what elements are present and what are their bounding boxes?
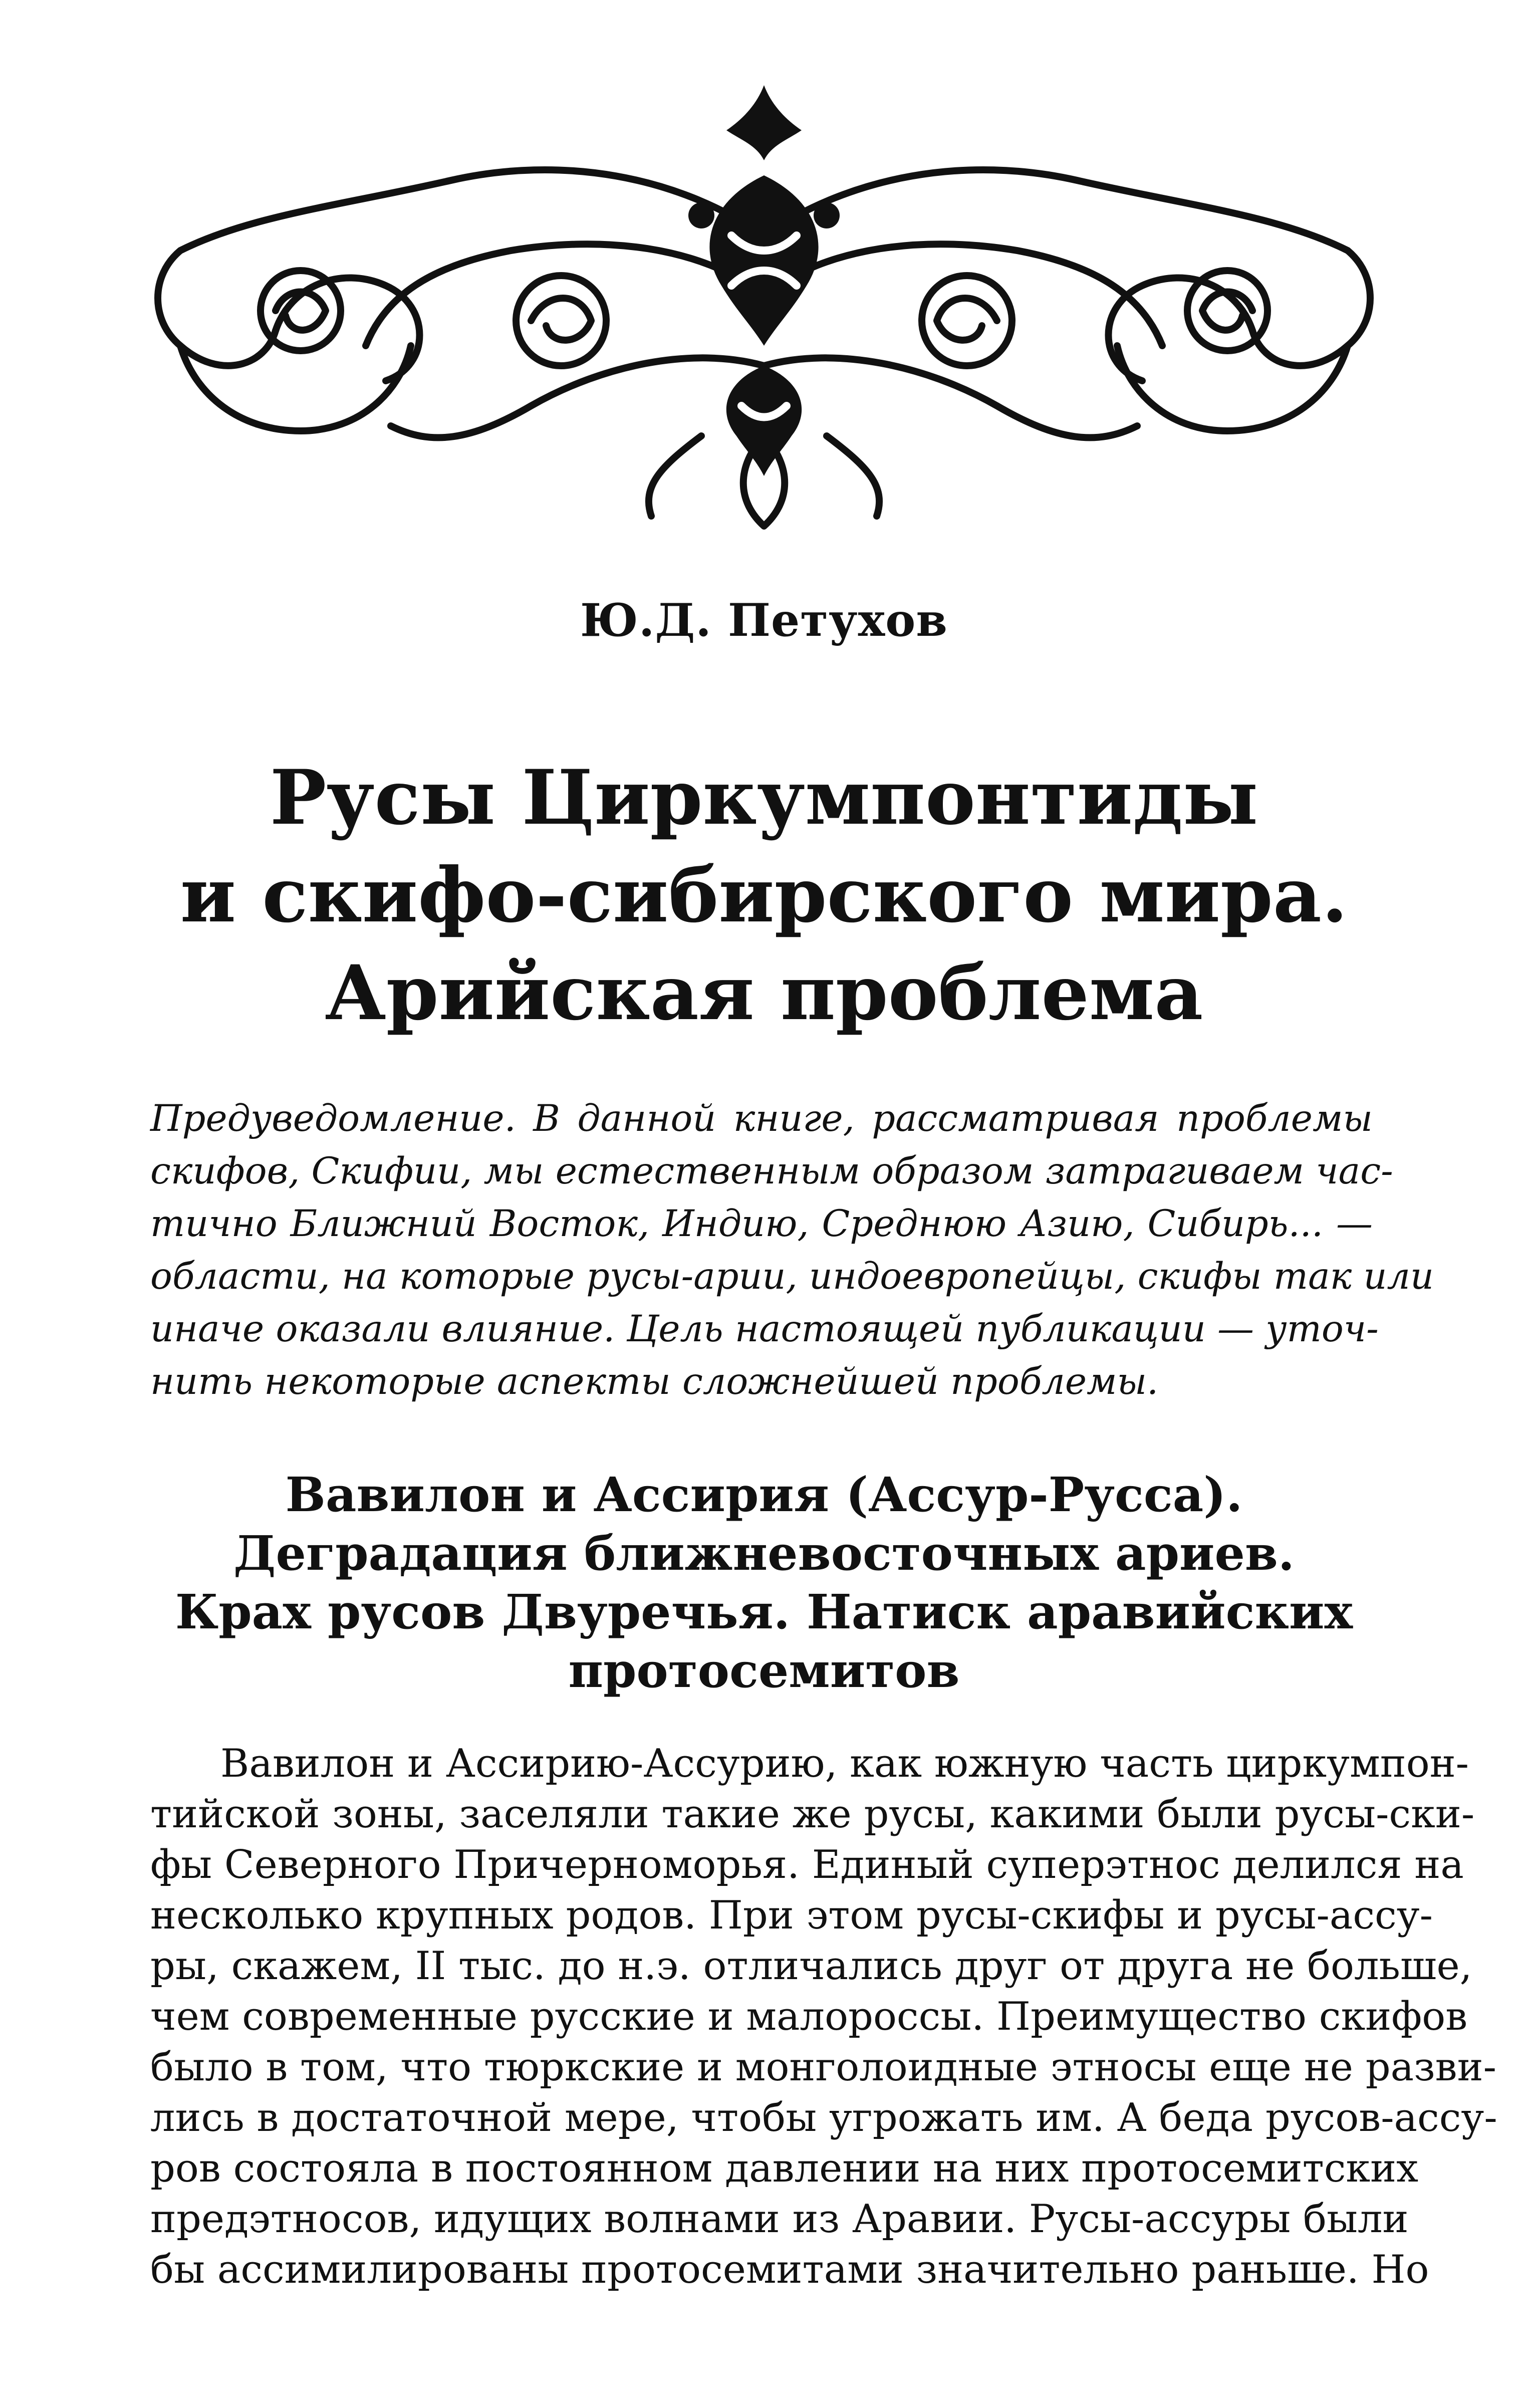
body-line: было в том, что тюркские и монголоидные этносы еще не разви-	[150, 2045, 1496, 2090]
body-paragraph	[150, 1739, 1497, 2295]
preface-line: скифов, Скифии, мы естественным образом затрагиваем час-	[150, 1150, 1393, 1192]
chapter-title-line: Арийская проблема	[325, 949, 1203, 1037]
body-line: фы Северного Причерноморья. Единый суперэтнос делился на	[150, 1842, 1464, 1887]
body-line: Вавилон и Ассирию-Ассурию, как южную часть циркумпон-	[220, 1741, 1469, 1786]
body-line: предэтносов, идущих волнами из Аравии. Русы-ассуры были	[150, 2197, 1409, 2242]
preface-line: Предуведомление. В данной книге, рассматривая проблемы	[150, 1097, 1373, 1140]
chapter-title-line: Русы Циркумпонтиды	[270, 754, 1258, 842]
decorative-headpiece-ornament	[150, 85, 1378, 536]
body-line: ры, скажем, II тыс. до н.э. отличались друг от друга не больше,	[150, 1944, 1472, 1989]
section-heading-line: Вавилон и Ассирия (Ассур-Русса).	[285, 1467, 1243, 1523]
section-heading	[150, 1466, 1378, 1700]
preface-line: иначе оказали влияние. Цель настоящей публикации — уточ-	[150, 1308, 1379, 1350]
body-line: тийской зоны, заселяли такие же русы, какими были русы-ски-	[150, 1792, 1475, 1837]
section-heading-line: Деградация ближневосточных ариев.	[233, 1526, 1295, 1581]
author-name: Ю.Д. Петухов	[580, 594, 948, 647]
preface-line: тично Ближний Восток, Индию, Среднюю Азию, Сибирь... —	[150, 1202, 1373, 1245]
body-line: бы ассимилированы протосемитами значительно раньше. Но	[150, 2247, 1429, 2292]
preface-paragraph	[150, 1092, 1434, 1408]
body-line: лись в достаточной мере, чтобы угрожать им. А беда русов-ассу-	[150, 2095, 1497, 2140]
section-heading-line: протосемитов	[568, 1643, 960, 1699]
preface-line: области, на которые русы-арии, индоевропейцы, скифы так или	[150, 1255, 1434, 1298]
preface-line: нить некоторые аспекты сложнейшей проблемы.	[150, 1360, 1159, 1403]
chapter-title	[150, 749, 1378, 1042]
chapter-title-line: и скифо-сибирского мира.	[180, 851, 1348, 939]
body-line: ров состояла в постоянном давлении на них протосемитских	[150, 2146, 1419, 2191]
body-line: чем современные русские и малороссы. Преимущество скифов	[150, 1994, 1468, 2039]
section-heading-line: Крах русов Двуречья. Натиск аравийских	[175, 1584, 1353, 1640]
body-line: несколько крупных родов. При этом русы-скифы и русы-ассу-	[150, 1893, 1433, 1938]
